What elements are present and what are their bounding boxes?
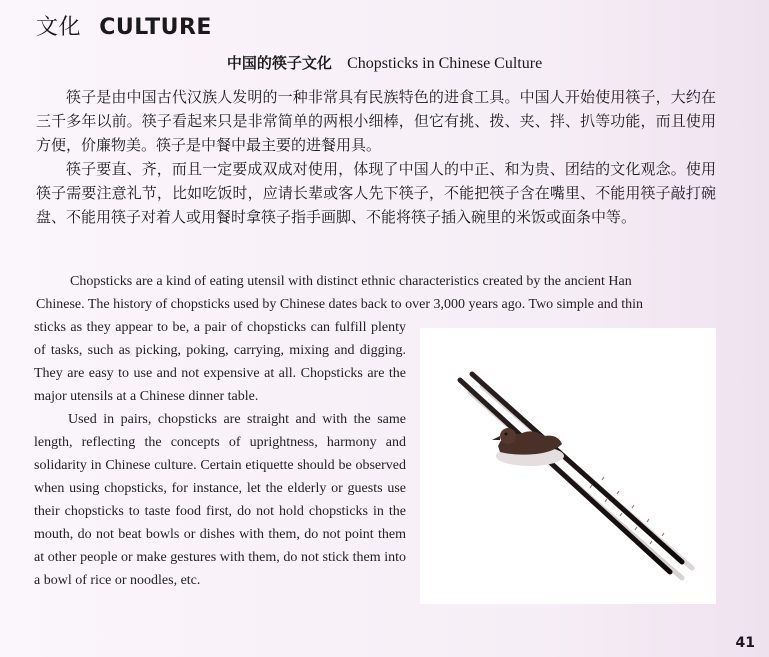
cn-paragraph-2: 筷子要直、齐，而且一定要成双成对使用，体现了中国人的中正、和为贵、团结的文化观念。使用筷子需要注意礼节，比如吃饭时，应请长辈或客人先下筷子，不能把筷子含在嘴里、不能用筷子敲打碗盘、不能用筷子对着人或用餐时拿筷子指手画脚、不能将筷子插入碗里的米饭或面条中等。 — [36, 160, 716, 226]
article-title-cn: 中国的筷子文化 — [226, 54, 332, 72]
chopstick-left — [460, 380, 670, 572]
section-title-cn: 文化 — [36, 15, 82, 40]
en-paragraph-2: Used in pairs, chopsticks are straight and with the same length, reflecting the concepts of uprightness, harmony and solidarity in Chinese culture. Certain etiquette should be observed when using chopsticks, for instance, let the elderly or guests use their chopsticks to taste food first, do not hold chopsticks in the mouth, do not beat bowls or dishes with them, do not point them at other people or make gestures with them, do not stick them into a bowl of rice or noodles, etc. — [34, 412, 406, 588]
chopstick-right — [472, 374, 682, 562]
section-title — [36, 10, 212, 41]
article-title — [0, 52, 769, 73]
section-title-en: CULTURE — [99, 15, 212, 40]
article-title-en: Chopsticks in Chinese Culture — [347, 55, 543, 72]
cn-paragraph-1: 筷子是由中国古代汉族人发明的一种非常具有民族特色的进食工具。中国人开始使用筷子，大约在三千多年以前。筷子看起来只是非常简单的两根小细棒，但它有挑、拨、夹、拌、扒等功能，而且使用方便，价廉物美。筷子是中餐中最主要的进餐用具。 — [36, 88, 716, 154]
en-paragraph-1-line-1: Chopsticks are a kind of eating utensil with distinct ethnic characteristics created by the ancient Han — [70, 274, 632, 289]
duck-chopstick-rest — [492, 428, 564, 466]
en-paragraph-1-rest: sticks as they appear to be, a pair of chopsticks can fulfill plenty of tasks, such as picking, poking, carrying, mixing and digging. They are easy to use and not expensive at all. Chopsticks are the major utensils at a Chinese dinner table. — [34, 320, 406, 404]
en-paragraph-1-line-2: Chinese. The history of chopsticks used by Chinese dates back to over 3,000 years ago. Two simple and thin — [36, 297, 644, 312]
chopsticks-illustration — [420, 328, 716, 604]
chopsticks-photo — [420, 328, 716, 604]
page-number: 41 — [735, 635, 755, 651]
